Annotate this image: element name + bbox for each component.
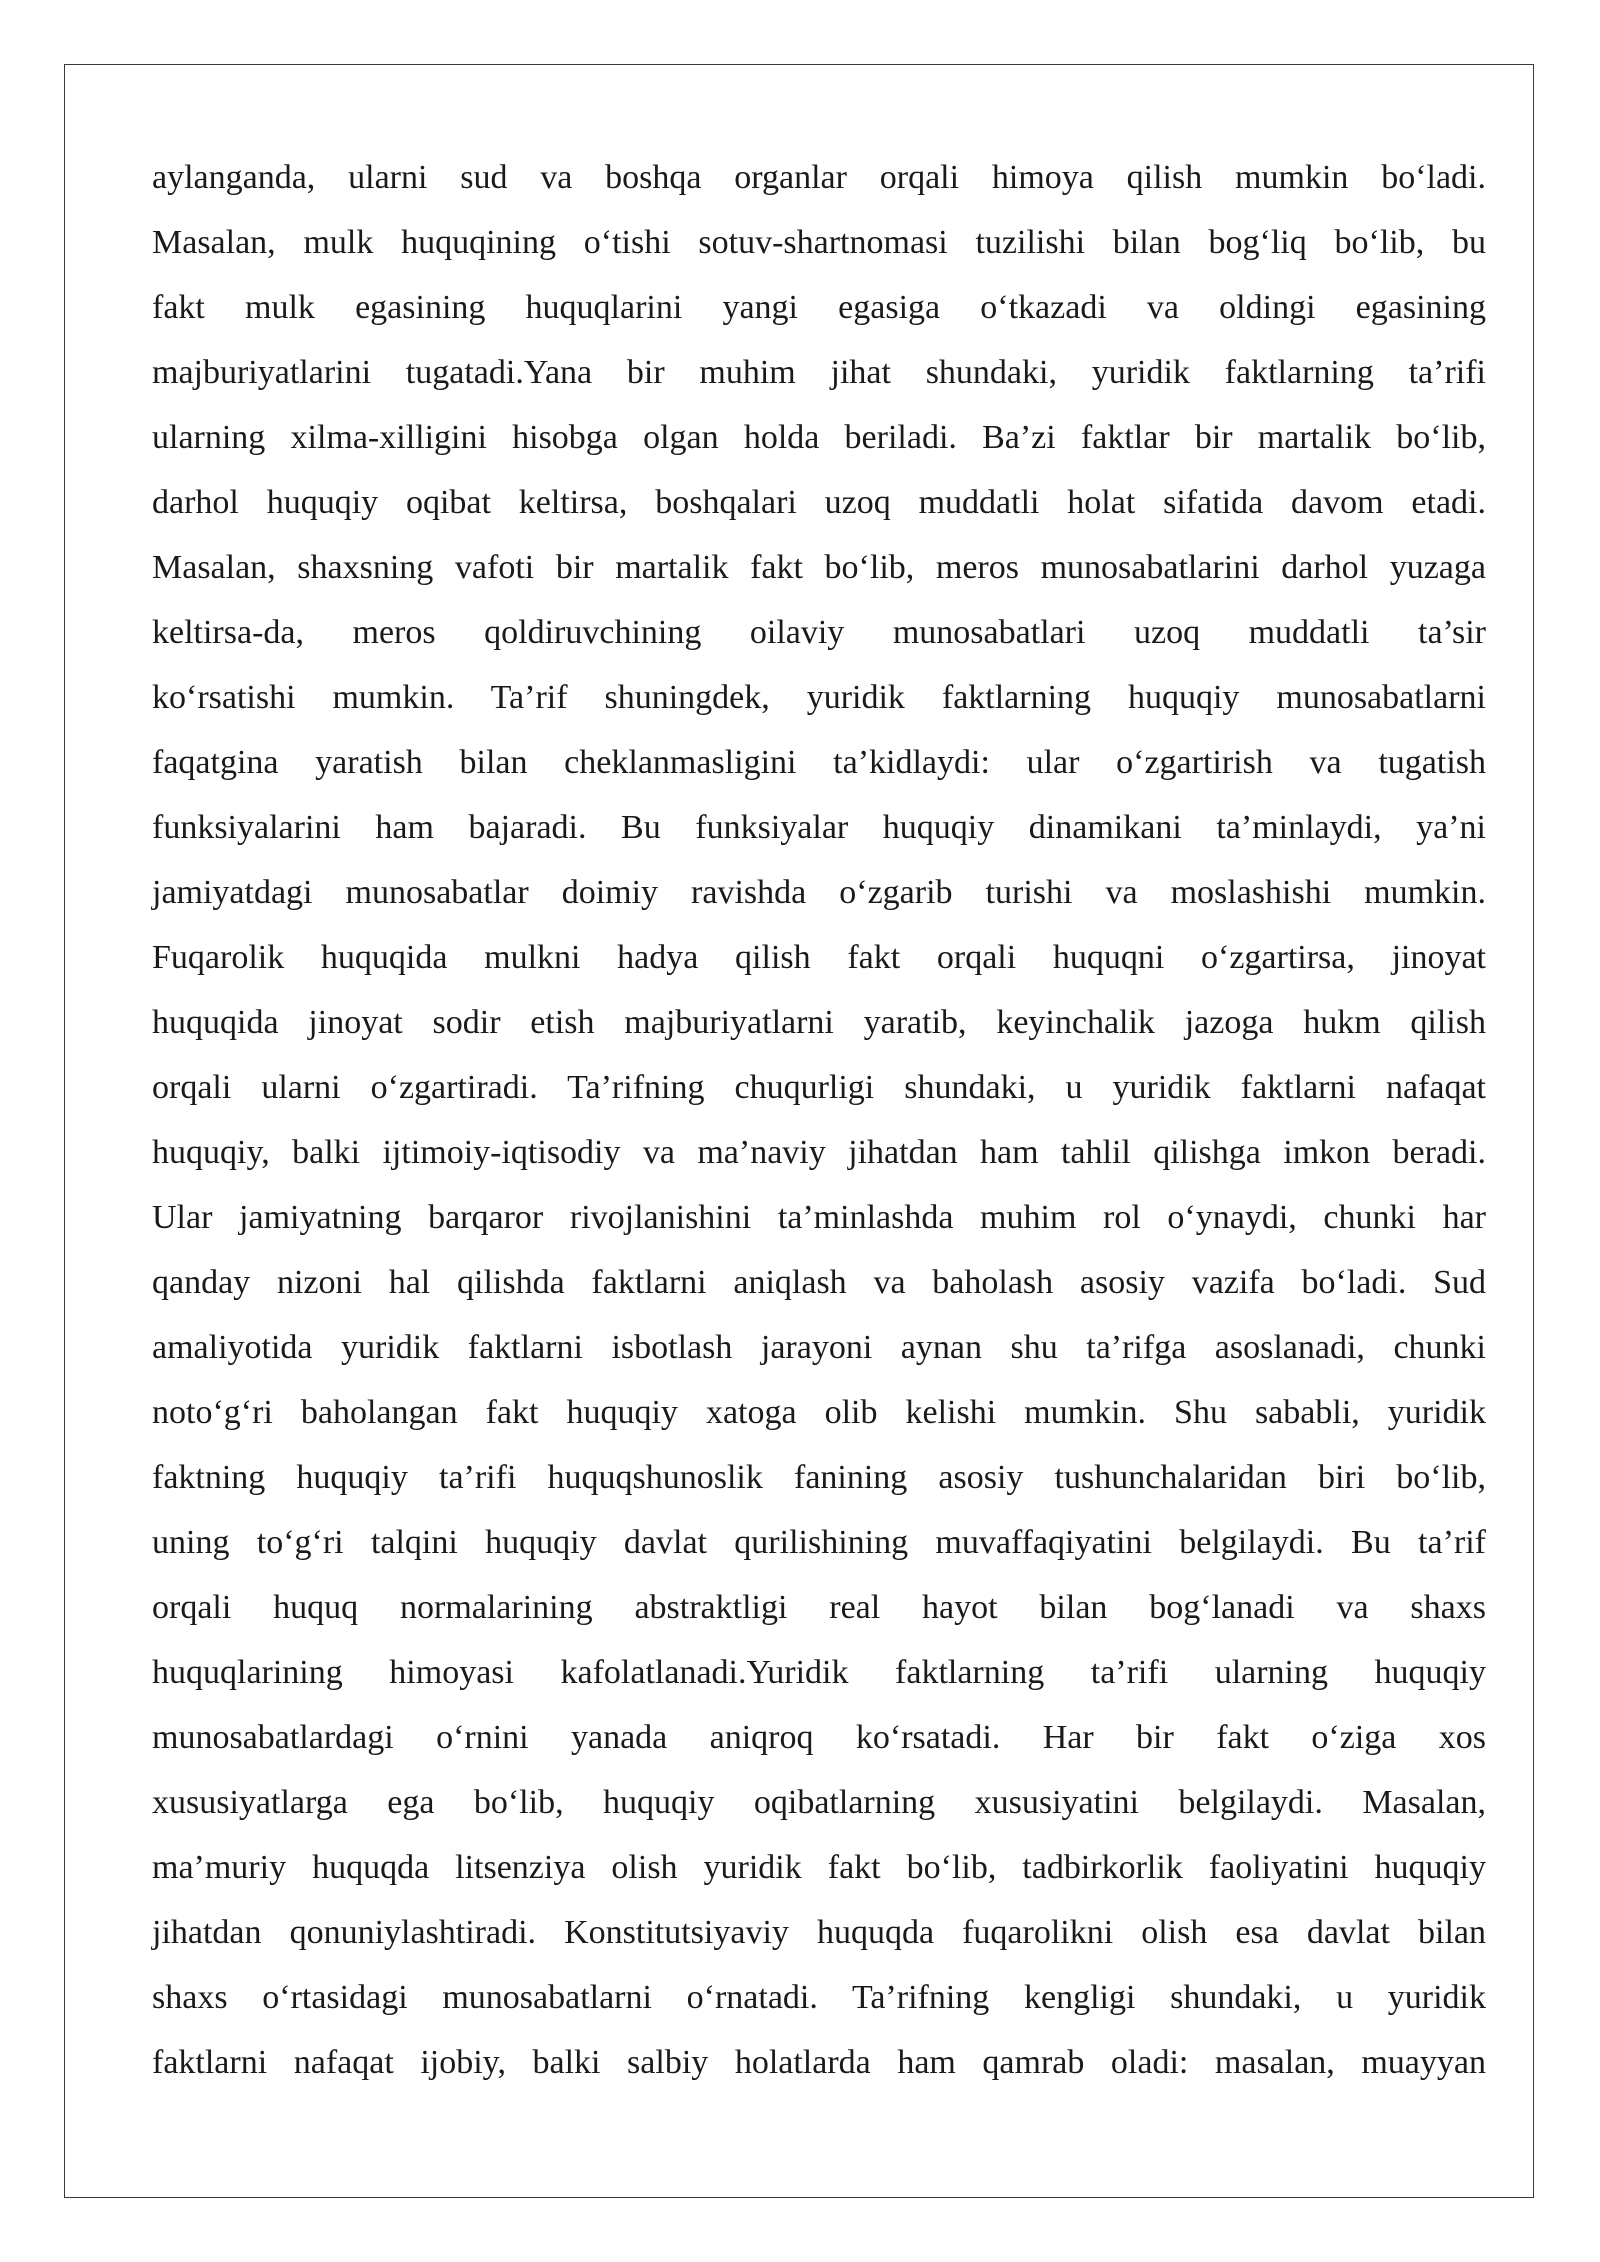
text-line: Masalan, mulk huquqining o‘tishi sotuv-shartnomasi tuzilishi bilan bog‘liq bo‘lib, bu — [152, 224, 1486, 261]
text-line: huquqida jinoyat sodir etish majburiyatlarni yaratib, keyinchalik jazoga hukm qilish — [152, 1004, 1486, 1041]
text-line: qanday nizoni hal qilishda faktlarni aniqlash va baholash asosiy vazifa bo‘ladi. Sud — [152, 1264, 1486, 1301]
text-line: ularning xilma-xilligini hisobga olgan holda beriladi. Ba’zi faktlar bir martalik bo‘lib, — [152, 419, 1486, 456]
text-line: uning to‘g‘ri talqini huquqiy davlat qurilishining muvaffaqiyatini belgilaydi. Bu ta’rif — [152, 1524, 1486, 1561]
text-line: faqatgina yaratish bilan cheklanmasligini ta’kidlaydi: ular o‘zgartirish va tugatish — [152, 744, 1486, 781]
text-line: aylanganda, ularni sud va boshqa organlar orqali himoya qilish mumkin bo‘ladi. — [152, 159, 1486, 196]
text-line: faktlarni nafaqat ijobiy, balki salbiy holatlarda ham qamrab oladi: masalan, muayyan — [152, 2044, 1486, 2081]
document-body — [152, 145, 1486, 2095]
text-line: majburiyatlarini tugatadi.Yana bir muhim jihat shundaki, yuridik faktlarning ta’rifi — [152, 354, 1486, 391]
text-line: orqali huquq normalarining abstraktligi real hayot bilan bog‘lanadi va shaxs — [152, 1589, 1486, 1626]
text-line: munosabatlardagi o‘rnini yanada aniqroq ko‘rsatadi. Har bir fakt o‘ziga xos — [152, 1719, 1486, 1756]
text-line: funksiyalarini ham bajaradi. Bu funksiyalar huquqiy dinamikani ta’minlaydi, ya’ni — [152, 809, 1486, 846]
text-line: amaliyotida yuridik faktlarni isbotlash jarayoni aynan shu ta’rifga asoslanadi, chunki — [152, 1329, 1486, 1366]
text-line: darhol huquqiy oqibat keltirsa, boshqalari uzoq muddatli holat sifatida davom etadi. — [152, 484, 1486, 521]
text-line: fakt mulk egasining huquqlarini yangi egasiga o‘tkazadi va oldingi egasining — [152, 289, 1486, 326]
text-line: Fuqarolik huquqida mulkni hadya qilish fakt orqali huquqni o‘zgartirsa, jinoyat — [152, 939, 1486, 976]
text-line: orqali ularni o‘zgartiradi. Ta’rifning chuqurligi shundaki, u yuridik faktlarni nafaqat — [152, 1069, 1486, 1106]
text-line: faktning huquqiy ta’rifi huquqshunoslik fanining asosiy tushunchalaridan biri bo‘lib, — [152, 1459, 1486, 1496]
text-line: shaxs o‘rtasidagi munosabatlarni o‘rnatadi. Ta’rifning kengligi shundaki, u yuridik — [152, 1979, 1486, 2016]
text-line: jihatdan qonuniylashtiradi. Konstitutsiyaviy huquqda fuqarolikni olish esa davlat bilan — [152, 1914, 1486, 1951]
text-line: ma’muriy huquqda litsenziya olish yuridik fakt bo‘lib, tadbirkorlik faoliyatini huquqiy — [152, 1849, 1486, 1886]
text-line: huquqlarining himoyasi kafolatlanadi.Yuridik faktlarning ta’rifi ularning huquqiy — [152, 1654, 1486, 1691]
text-line: Masalan, shaxsning vafoti bir martalik fakt bo‘lib, meros munosabatlarini darhol yuzaga — [152, 549, 1486, 586]
text-line: Ular jamiyatning barqaror rivojlanishini ta’minlashda muhim rol o‘ynaydi, chunki har — [152, 1199, 1486, 1236]
text-line: noto‘g‘ri baholangan fakt huquqiy xatoga olib kelishi mumkin. Shu sababli, yuridik — [152, 1394, 1486, 1431]
text-line: jamiyatdagi munosabatlar doimiy ravishda o‘zgarib turishi va moslashishi mumkin. — [152, 874, 1486, 911]
text-line: huquqiy, balki ijtimoiy-iqtisodiy va ma’naviy jihatdan ham tahlil qilishga imkon beradi. — [152, 1134, 1486, 1171]
text-line: xususiyatlarga ega bo‘lib, huquqiy oqibatlarning xususiyatini belgilaydi. Masalan, — [152, 1784, 1486, 1821]
text-line: keltirsa-da, meros qoldiruvchining oilaviy munosabatlari uzoq muddatli ta’sir — [152, 614, 1486, 651]
text-line: ko‘rsatishi mumkin. Ta’rif shuningdek, yuridik faktlarning huquqiy munosabatlarni — [152, 679, 1486, 716]
